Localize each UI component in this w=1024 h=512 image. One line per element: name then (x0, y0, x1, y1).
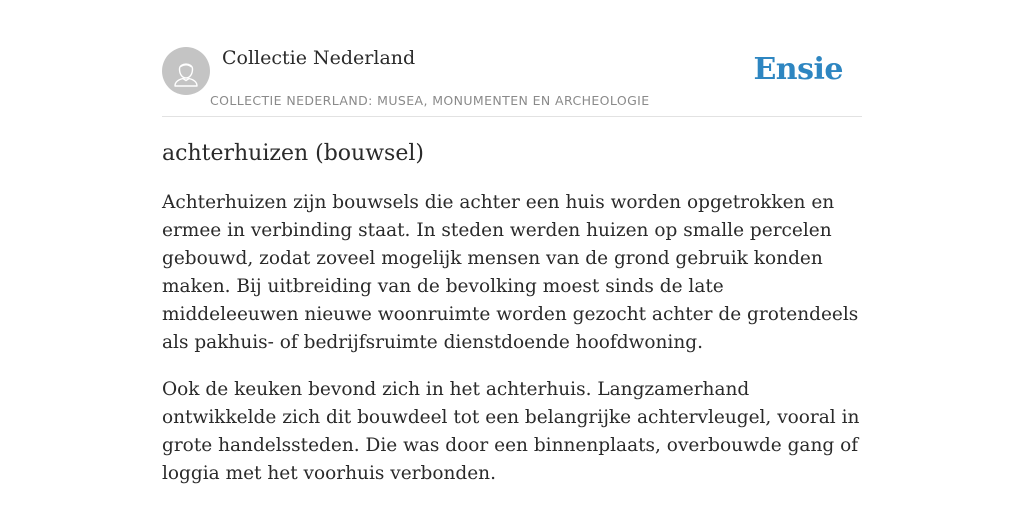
avatar[interactable] (162, 47, 210, 95)
user-silhouette-icon (162, 47, 210, 95)
article-title: achterhuizen (bouwsel) (162, 141, 424, 166)
collection-subtitle[interactable]: COLLECTIE NEDERLAND: MUSEA, MONUMENTEN EN ARCHEOLOGIE (210, 93, 650, 108)
page-header (162, 46, 862, 117)
article (162, 138, 862, 488)
brand-logo[interactable]: Ensie (753, 52, 843, 87)
article-paragraph-1: Achterhuizen zijn bouwsels die achter een huis worden opgetrokken en ermee in verbinding staat. In steden werden huizen op smalle percelen gebouwd, zodat zoveel mogelijk mensen van de grond gebruik konden maken. Bij uitbreiding van de bevolking moest sinds de late middeleeuwen nieuwe woonruimte worden gezocht achter de grotendeels als pakhuis- of bedrijfsruimte dienstdoende hoofdwoning. (162, 192, 859, 353)
author-name[interactable]: Collectie Nederland (222, 47, 416, 69)
article-paragraph-2: Ook de keuken bevond zich in het achterhuis. Langzamerhand ontwikkelde zich dit bouwdeel tot een belangrijke achtervleugel, vooral in grote handelssteden. Die was door een binnenplaats, overbouwde gang of loggia met het voorhuis verbonden. (162, 379, 860, 484)
